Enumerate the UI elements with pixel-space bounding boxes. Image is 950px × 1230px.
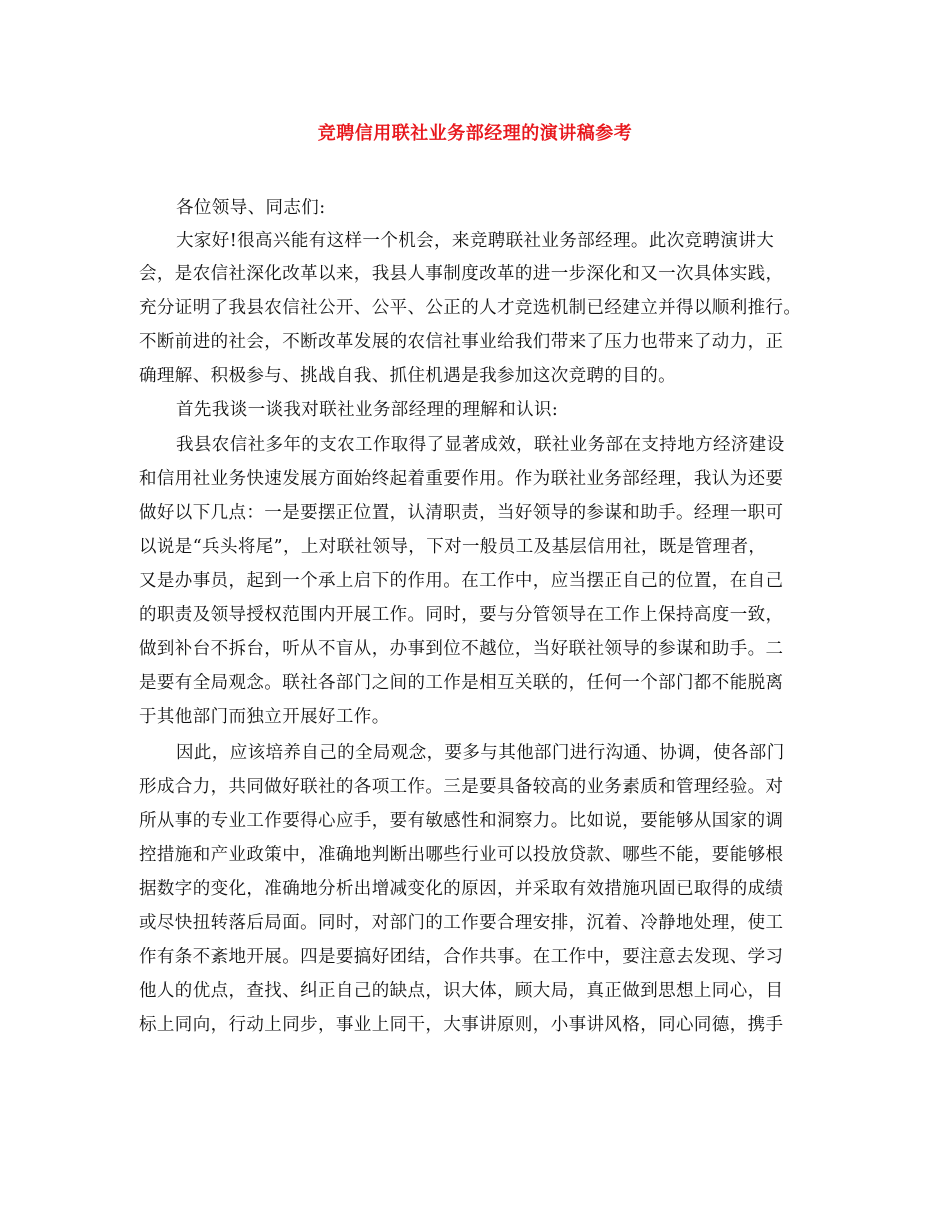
paragraph-line: 又是办事员，起到一个承上启下的作用。在工作中，应当摆正自己的位置，在自己 <box>139 571 784 591</box>
paragraph-line: 据数字的变化，准确地分析出增减变化的原因，并采取有效措施巩固已取得的成绩 <box>139 879 784 899</box>
paragraph-line: 控措施和产业政策中，准确地判断出哪些行业可以投放贷款、哪些不能，要能够根 <box>139 845 784 865</box>
paragraph-line: 和信用社业务快速发展方面始终起着重要作用。作为联社业务部经理，我认为还要 <box>139 469 784 489</box>
paragraph-line: 因此，应该培养自己的全局观念，要多与其他部门进行沟通、协调，使各部门 <box>176 743 785 763</box>
paragraph-line: 大家好!很高兴能有这样一个机会，来竞聘联社业务部经理。此次竞聘演讲大 <box>176 231 775 251</box>
paragraph-line: 做到补台不拆台，听从不盲从，办事到位不越位，当好联社领导的参谋和助手。二 <box>139 639 784 659</box>
paragraph-line: 他人的优点，查找、纠正自己的缺点，识大体，顾大局，真正做到思想上同心，目 <box>139 981 784 1001</box>
paragraph-line: 做好以下几点：一是要摆正位置，认清职责，当好领导的参谋和助手。经理一职可 <box>139 503 784 523</box>
paragraph-line: 充分证明了我县农信社公开、公平、公正的人才竞选机制已经建立并得以顺利推行。 <box>139 298 802 318</box>
paragraph-line: 以说是“兵头将尾”，上对联社领导，下对一般员工及基层信用社，既是管理者， <box>139 537 767 557</box>
paragraph-line-greeting: 各位领导、同志们: <box>176 198 326 218</box>
paragraph-line: 或尽快扭转落后局面。同时，对部门的工作要合理安排，沉着、冷静地处理，使工 <box>139 913 784 933</box>
paragraph-line: 不断前进的社会，不断改革发展的农信社事业给我们带来了压力也带来了动力，正 <box>139 332 784 352</box>
paragraph-line: 作有条不紊地开展。四是要搞好团结，合作共事。在工作中，要注意去发现、学习 <box>139 947 784 967</box>
paragraph-line: 的职责及领导授权范围内开展工作。同时，要与分管领导在工作上保持高度一致， <box>139 605 784 625</box>
paragraph-line: 标上同向，行动上同步，事业上同干，大事讲原则，小事讲风格，同心同德，携手 <box>139 1015 784 1035</box>
paragraph-line: 会，是农信社深化改革以来，我县人事制度改革的进一步深化和又一次具体实践， <box>139 264 784 284</box>
paragraph-line: 我县农信社多年的支农工作取得了显著成效，联社业务部在支持地方经济建设 <box>176 435 785 455</box>
paragraph-line: 于其他部门而独立开展好工作。 <box>139 707 390 727</box>
paragraph-line: 确理解、积极参与、挑战自我、抓住机遇是我参加这次竞聘的目的。 <box>139 366 676 386</box>
document-title: 竞聘信用联社业务部经理的演讲稿参考 <box>317 123 633 144</box>
paragraph-line: 所从事的专业工作要得心应手，要有敏感性和洞察力。比如说，要能够从国家的调 <box>139 811 784 831</box>
paragraph-line: 形成合力，共同做好联社的各项工作。三是要具备较高的业务素质和管理经验。对 <box>139 777 784 797</box>
paragraph-line: 是要有全局观念。联社各部门之间的工作是相互关联的，任何一个部门都不能脱离 <box>139 673 784 693</box>
paragraph-line: 首先我谈一谈我对联社业务部经理的理解和认识: <box>176 400 559 420</box>
